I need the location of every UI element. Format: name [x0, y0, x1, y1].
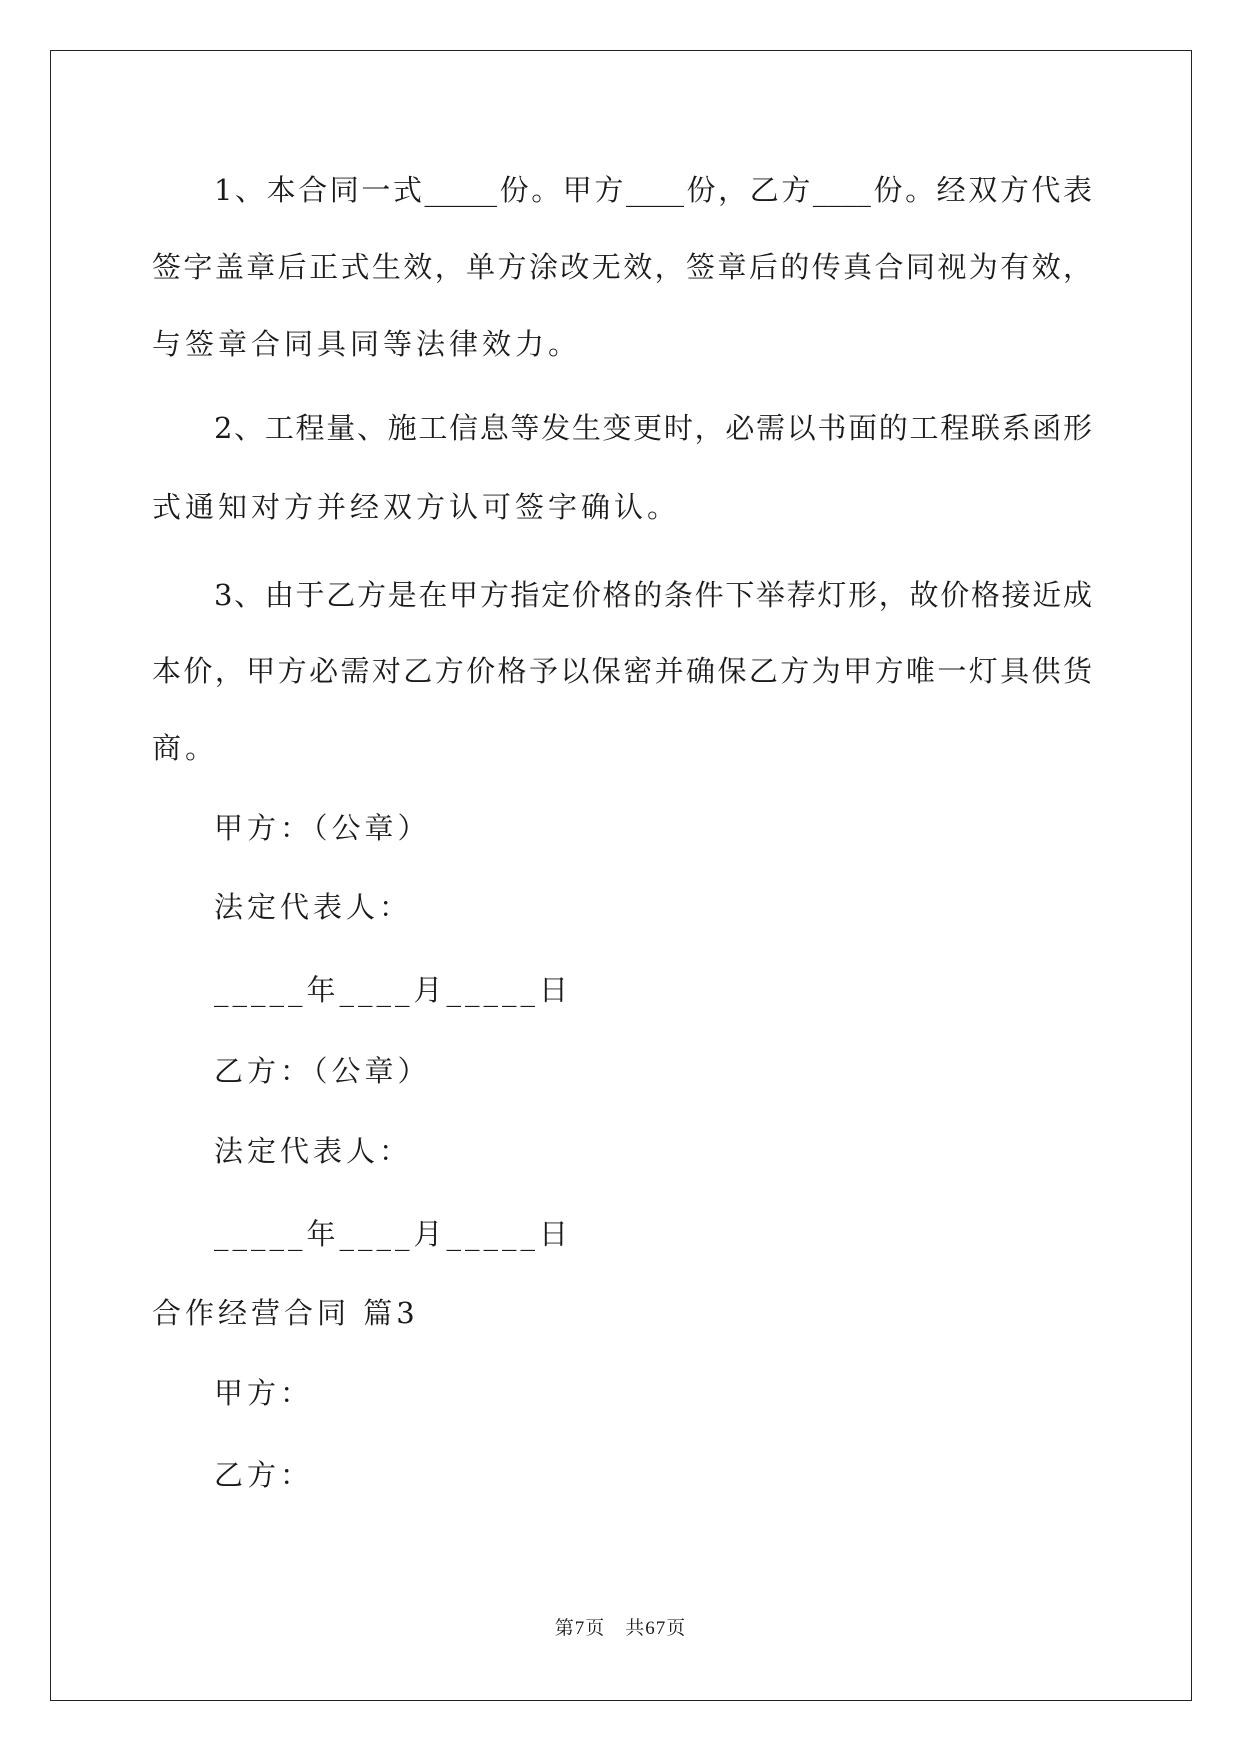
clause-1-line-2: 签字盖章后正式生效，单方涂改无效，签章后的传真合同视为有效，: [152, 250, 1092, 284]
party-b-seal: 乙方：（公章）: [214, 1054, 431, 1088]
page-border: [50, 50, 1192, 1701]
party-b-label: 乙方：: [214, 1458, 314, 1492]
clause-3-line-2: 本价，甲方必需对乙方价格予以保密并确保乙方为甲方唯一灯具供货: [152, 654, 1092, 688]
page-number: 第7页 共67页: [554, 1618, 687, 1639]
party-b-date: _____年____月_____日: [214, 1217, 573, 1251]
clause-3-line-1: 3、由于乙方是在甲方指定价格的条件下举荐灯形，故价格接近成: [214, 578, 1092, 612]
clause-3-line-3: 商。: [152, 731, 219, 765]
clause-1-line-1: 1、本合同一式_____份。甲方____份，乙方____份。经双方代表: [214, 173, 1092, 207]
section-heading: 合作经营合同 篇3: [152, 1296, 419, 1330]
party-a-representative: 法定代表人：: [214, 890, 413, 924]
party-a-label: 甲方：: [214, 1376, 314, 1410]
clause-2-line-2: 式通知对方并经双方认可签字确认。: [152, 490, 681, 524]
party-b-representative: 法定代表人：: [214, 1134, 413, 1168]
clause-2-line-1: 2、工程量、施工信息等发生变更时，必需以书面的工程联系函形: [214, 411, 1092, 445]
party-a-date: _____年____月_____日: [214, 973, 573, 1007]
clause-1-line-3: 与签章合同具同等法律效力。: [152, 327, 582, 361]
party-a-seal: 甲方：（公章）: [214, 811, 431, 845]
